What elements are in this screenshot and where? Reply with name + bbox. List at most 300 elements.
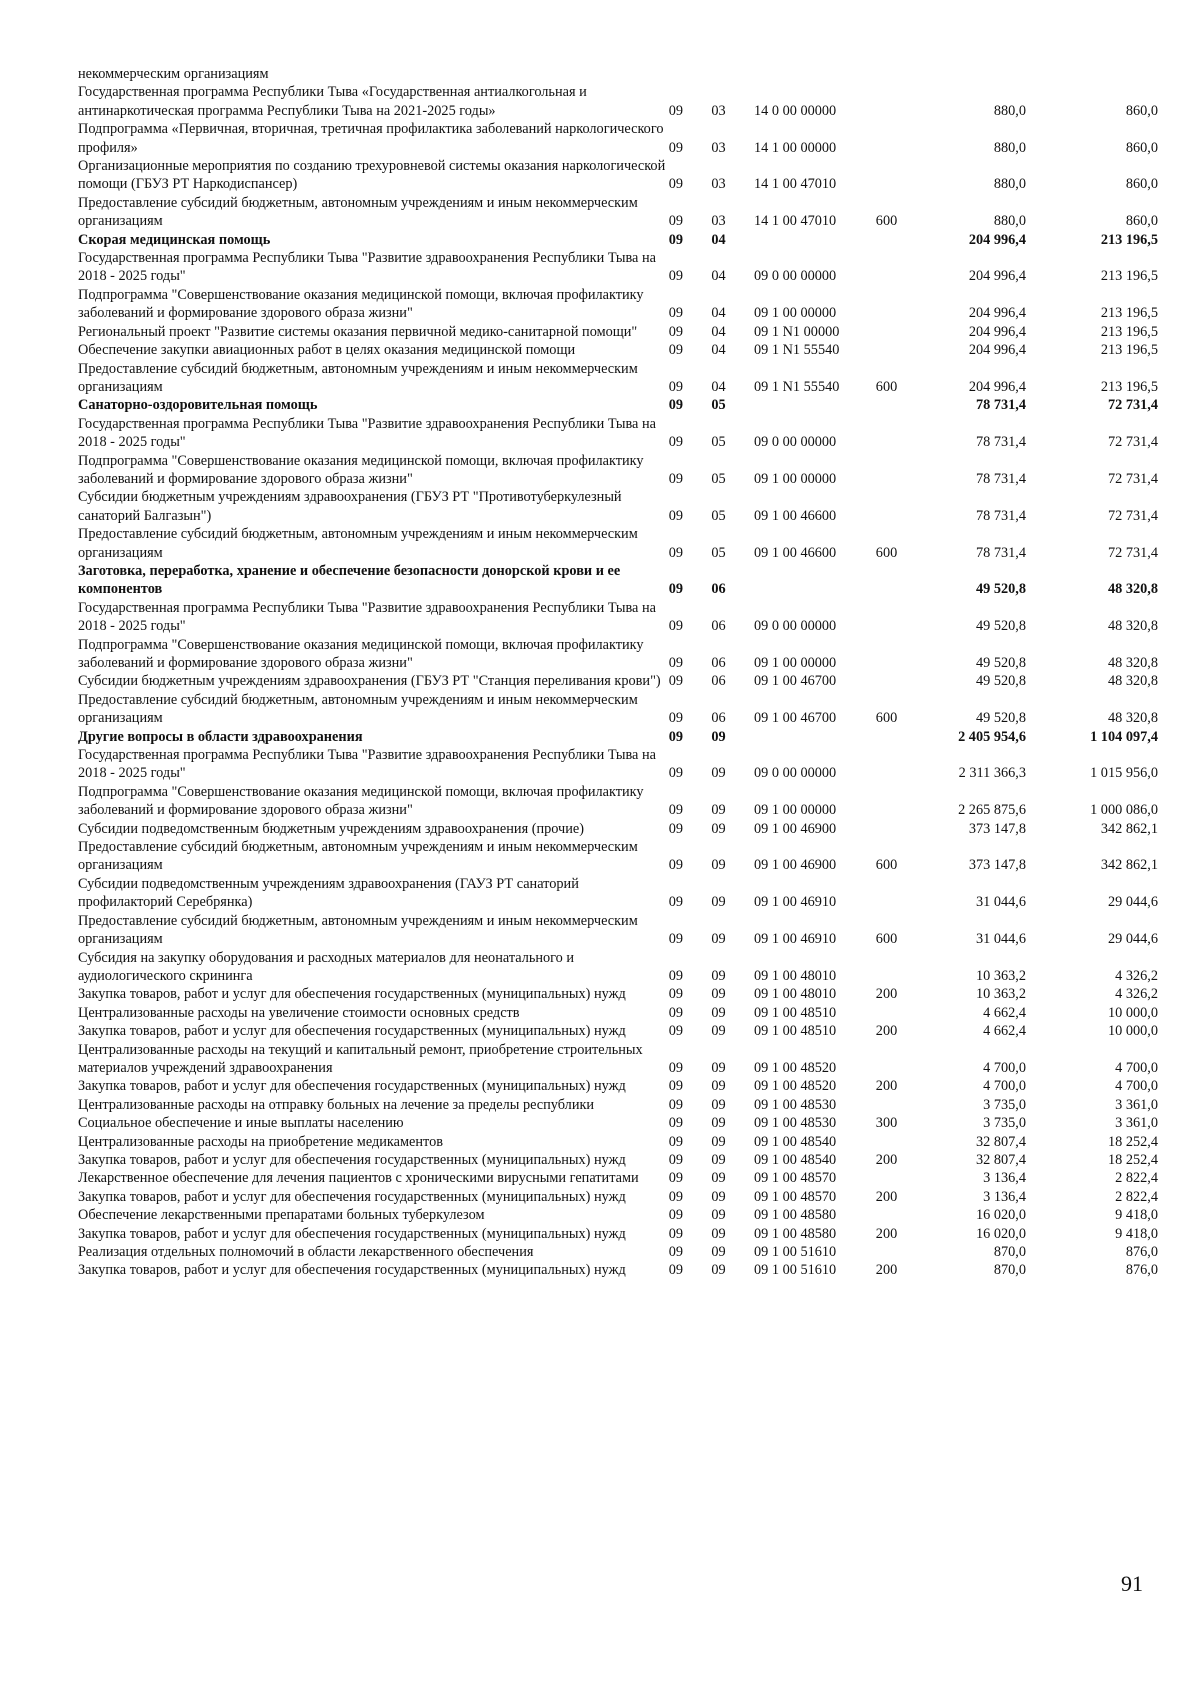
expense-type-code: 600 bbox=[875, 931, 898, 948]
table-row bbox=[78, 323, 1158, 341]
table-row bbox=[78, 83, 1158, 120]
expense-type-code: 200 bbox=[875, 1262, 898, 1279]
table-row bbox=[78, 120, 1158, 157]
item-name: Предоставление субсидий бюджетным, автономным учреждениям и иным некоммерческим организациям bbox=[78, 194, 638, 230]
target-article-code: 09 1 00 46700 bbox=[754, 710, 837, 727]
target-article-code: 09 1 00 48010 bbox=[754, 986, 837, 1003]
amount-year-2: 860,0 bbox=[1125, 213, 1158, 230]
expense-type-code bbox=[876, 728, 917, 746]
item-name: Скорая медицинская помощь bbox=[78, 231, 271, 248]
amount-year-2 bbox=[1026, 65, 1158, 83]
section-code: 09 bbox=[668, 342, 684, 359]
subsection-code: 09 bbox=[711, 1225, 726, 1242]
table-row bbox=[78, 452, 1158, 489]
expense-type-code bbox=[876, 875, 917, 912]
expense-type-code bbox=[876, 415, 917, 452]
amount-year-1: 204 996,4 bbox=[968, 342, 1026, 359]
amount-year-1: 3 735,0 bbox=[983, 1096, 1026, 1113]
subsection-code: 06 bbox=[711, 673, 726, 690]
subsection-code: 03 bbox=[711, 176, 726, 193]
amount-year-2: 213 196,5 bbox=[1100, 268, 1158, 285]
target-article-code: 09 1 00 48510 bbox=[754, 1004, 837, 1021]
target-article-code: 09 1 00 46900 bbox=[754, 857, 837, 874]
amount-year-1: 31 044,6 bbox=[975, 931, 1026, 948]
table-row bbox=[78, 65, 1158, 83]
section-code: 09 bbox=[668, 1262, 684, 1279]
subsection-code: 09 bbox=[711, 802, 726, 819]
subsection-code: 09 bbox=[711, 857, 726, 874]
section-code: 09 bbox=[668, 1059, 684, 1076]
amount-year-1: 870,0 bbox=[993, 1262, 1026, 1279]
subsection-code: 09 bbox=[711, 728, 726, 745]
amount-year-2: 1 104 097,4 bbox=[1090, 728, 1158, 745]
amount-year-2: 213 196,5 bbox=[1100, 305, 1158, 322]
section-code: 09 bbox=[668, 470, 684, 487]
section-code: 09 bbox=[668, 802, 684, 819]
subsection-code: 09 bbox=[711, 1170, 726, 1187]
page-number: 91 bbox=[1121, 1571, 1143, 1596]
amount-year-2: 18 252,4 bbox=[1107, 1151, 1158, 1168]
section-code: 09 bbox=[668, 305, 684, 322]
expense-type-code: 200 bbox=[875, 1188, 898, 1205]
amount-year-1: 49 520,8 bbox=[975, 710, 1026, 727]
item-name: Государственная программа Республики Тыва "Развитие здравоохранения Республики Тыва на 2018 - 2025 годы" bbox=[78, 250, 656, 285]
amount-year-1: 78 731,4 bbox=[975, 470, 1026, 487]
target-article-code: 09 1 N1 55540 bbox=[754, 342, 840, 359]
section-code: 09 bbox=[668, 1004, 684, 1021]
amount-year-2: 4 700,0 bbox=[1115, 1078, 1158, 1095]
target-article-code: 14 1 00 47010 bbox=[754, 176, 837, 193]
expense-type-code bbox=[876, 396, 917, 414]
item-name: Субсидии подведомственным учреждениям здравоохранения (ГАУЗ РТ санаторий профилакторий Серебрянка) bbox=[78, 875, 579, 911]
table-row bbox=[78, 949, 1158, 986]
subsection-code: 04 bbox=[711, 378, 726, 395]
amount-year-1: 78 731,4 bbox=[975, 544, 1026, 561]
amount-year-1: 2 311 366,3 bbox=[958, 765, 1026, 782]
item-name: Организационные мероприятия по созданию трехуровневой системы оказания наркологической помощи (ГБУЗ РТ Наркодиспансер) bbox=[78, 158, 666, 193]
table-row bbox=[78, 1243, 1158, 1261]
section-code: 09 bbox=[668, 507, 684, 524]
subsection-code: 09 bbox=[711, 894, 726, 911]
expense-type-code bbox=[876, 1004, 917, 1022]
item-name: Заготовка, переработка, хранение и обеспечение безопасности донорской крови и ее компонентов bbox=[78, 562, 621, 598]
target-article-code: 14 1 00 47010 bbox=[754, 213, 837, 230]
amount-year-2: 9 418,0 bbox=[1115, 1225, 1158, 1242]
subsection-code: 09 bbox=[711, 1151, 726, 1168]
subsection-code: 03 bbox=[711, 139, 726, 156]
expense-type-code bbox=[876, 1096, 917, 1114]
target-article-code: 09 1 00 46600 bbox=[754, 544, 837, 561]
amount-year-2: 4 326,2 bbox=[1115, 967, 1158, 984]
subsection-code: 09 bbox=[711, 1207, 726, 1224]
table-row bbox=[78, 231, 1158, 249]
amount-year-2: 213 196,5 bbox=[1100, 378, 1158, 395]
section-code: 09 bbox=[668, 323, 684, 340]
expense-type-code bbox=[876, 1133, 917, 1151]
amount-year-2: 342 862,1 bbox=[1100, 820, 1158, 837]
amount-year-1: 78 731,4 bbox=[975, 434, 1026, 451]
target-article-code: 09 1 00 48510 bbox=[754, 1023, 837, 1040]
amount-year-1: 4 662,4 bbox=[983, 1004, 1026, 1021]
amount-year-2: 29 044,6 bbox=[1107, 894, 1158, 911]
amount-year-2: 213 196,5 bbox=[1100, 231, 1158, 248]
subsection-code: 04 bbox=[711, 231, 726, 248]
amount-year-2: 860,0 bbox=[1125, 139, 1158, 156]
table-row bbox=[78, 746, 1158, 783]
item-name: Предоставление субсидий бюджетным, автономным учреждениям и иным некоммерческим организациям bbox=[78, 360, 638, 395]
table-row bbox=[78, 985, 1158, 1003]
item-name: Предоставление субсидий бюджетным, автономным учреждениям и иным некоммерческим организациям bbox=[78, 526, 638, 561]
table-row bbox=[78, 360, 1158, 397]
table-row bbox=[78, 1114, 1158, 1132]
amount-year-1: 4 700,0 bbox=[983, 1059, 1026, 1076]
amount-year-1: 204 996,4 bbox=[968, 268, 1026, 285]
item-name: Закупка товаров, работ и услуг для обеспечения государственных (муниципальных) нужд bbox=[78, 1262, 626, 1279]
target-article-code: 09 1 00 00000 bbox=[754, 655, 837, 671]
section-code: 09 bbox=[668, 213, 684, 230]
item-name: Реализация отдельных полномочий в области лекарственного обеспечения bbox=[78, 1244, 534, 1260]
amount-year-2: 18 252,4 bbox=[1107, 1133, 1158, 1150]
target-article-code: 09 1 00 51610 bbox=[754, 1262, 837, 1279]
expense-type-code bbox=[876, 249, 917, 286]
item-name: Подпрограмма "Совершенствование оказания медицинской помощи, включая профилактику заболеваний и формирование здорового образа жизни" bbox=[78, 636, 644, 671]
amount-year-1: 3 136,4 bbox=[983, 1170, 1026, 1187]
expense-type-code: 200 bbox=[875, 1023, 898, 1040]
amount-year-2: 342 862,1 bbox=[1100, 857, 1158, 874]
amount-year-1: 2 265 875,6 bbox=[958, 802, 1026, 819]
expense-type-code bbox=[876, 1041, 917, 1078]
subsection-code: 09 bbox=[711, 1244, 726, 1260]
target-article-code: 09 1 00 48540 bbox=[754, 1133, 837, 1150]
subsection-code: 05 bbox=[711, 434, 726, 451]
subsection-code: 04 bbox=[711, 305, 726, 322]
amount-year-1: 880,0 bbox=[993, 176, 1026, 193]
table-row bbox=[78, 341, 1158, 359]
subsection-code: 09 bbox=[711, 820, 726, 837]
section-code: 09 bbox=[668, 986, 684, 1003]
expense-type-code bbox=[876, 1206, 917, 1224]
target-article-code: 09 1 00 48010 bbox=[754, 967, 837, 984]
amount-year-1: 204 996,4 bbox=[968, 305, 1026, 322]
section-code: 09 bbox=[668, 102, 684, 119]
section-code: 09 bbox=[668, 1078, 684, 1095]
expense-type-code bbox=[876, 488, 917, 525]
item-name: Подпрограмма «Первичная, вторичная, третичная профилактика заболеваний наркологического профиля» bbox=[78, 121, 664, 156]
table-row bbox=[78, 1096, 1158, 1114]
section-code: 09 bbox=[668, 434, 684, 451]
target-article-code: 09 1 00 46700 bbox=[754, 673, 837, 690]
expense-type-code: 200 bbox=[875, 1225, 898, 1242]
subsection-code: 09 bbox=[711, 1115, 726, 1132]
item-name: Государственная программа Республики Тыва "Развитие здравоохранения Республики Тыва на 2018 - 2025 годы" bbox=[78, 415, 656, 451]
section-code: 09 bbox=[668, 728, 684, 745]
expense-type-code bbox=[876, 452, 917, 489]
amount-year-1: 870,0 bbox=[993, 1244, 1026, 1260]
amount-year-1: 49 520,8 bbox=[975, 655, 1026, 671]
table-row bbox=[78, 599, 1158, 636]
item-name: Обеспечение закупки авиационных работ в целях оказания медицинской помощи bbox=[78, 342, 576, 359]
expense-type-code bbox=[876, 83, 917, 120]
table-row bbox=[78, 691, 1158, 728]
subsection-code: 05 bbox=[711, 544, 726, 561]
item-name: Подпрограмма "Совершенствование оказания медицинской помощи, включая профилактику заболеваний и формирование здорового образа жизни" bbox=[78, 452, 644, 487]
section-code: 09 bbox=[668, 1151, 684, 1168]
amount-year-2: 72 731,4 bbox=[1107, 507, 1158, 524]
target-article-code: 09 1 00 48540 bbox=[754, 1151, 837, 1168]
section-code: 09 bbox=[668, 1170, 684, 1187]
amount-year-2: 9 418,0 bbox=[1115, 1207, 1158, 1224]
amount-year-2: 2 822,4 bbox=[1115, 1170, 1158, 1187]
section-code: 09 bbox=[668, 1188, 684, 1205]
target-article-code: 09 0 00 00000 bbox=[754, 765, 837, 782]
amount-year-1: 373 147,8 bbox=[968, 820, 1026, 837]
section-code: 09 bbox=[668, 967, 684, 984]
subsection-code: 09 bbox=[711, 967, 726, 984]
table-row bbox=[78, 912, 1158, 949]
section-code: 09 bbox=[668, 1023, 684, 1040]
subsection-code: 09 bbox=[711, 1023, 726, 1040]
expense-type-code: 600 bbox=[875, 378, 898, 395]
amount-year-2: 48 320,8 bbox=[1107, 618, 1158, 635]
section-code: 09 bbox=[668, 581, 684, 598]
section-code: 09 bbox=[668, 765, 684, 782]
table-row bbox=[78, 1077, 1158, 1095]
section-code: 09 bbox=[668, 544, 684, 561]
item-name: Предоставление субсидий бюджетным, автономным учреждениям и иным некоммерческим организациям bbox=[78, 912, 638, 948]
subsection-code: 09 bbox=[711, 1059, 726, 1076]
item-name: Социальное обеспечение и иные выплаты населению bbox=[78, 1115, 404, 1132]
table-row bbox=[78, 783, 1158, 820]
table-row bbox=[78, 157, 1158, 194]
subsection-code bbox=[711, 65, 754, 83]
table-row bbox=[78, 636, 1158, 673]
target-article-code: 14 1 00 00000 bbox=[754, 139, 837, 156]
item-name: Централизованные расходы на отправку больных на лечение за пределы республики bbox=[78, 1096, 595, 1113]
amount-year-2: 860,0 bbox=[1125, 176, 1158, 193]
section-code: 09 bbox=[668, 1207, 684, 1224]
expense-type-code bbox=[876, 636, 917, 673]
expense-type-code bbox=[876, 1169, 917, 1187]
amount-year-1: 3 735,0 bbox=[983, 1115, 1026, 1132]
amount-year-2: 860,0 bbox=[1125, 102, 1158, 119]
target-article-code: 09 1 00 48520 bbox=[754, 1078, 837, 1095]
target-article-code bbox=[754, 396, 876, 414]
target-article-code: 09 1 00 46910 bbox=[754, 894, 837, 911]
subsection-code: 09 bbox=[711, 765, 726, 782]
expense-type-code: 200 bbox=[875, 986, 898, 1003]
target-article-code: 09 1 00 48520 bbox=[754, 1059, 837, 1076]
expense-type-code bbox=[876, 120, 917, 157]
expense-type-code bbox=[876, 1243, 917, 1261]
amount-year-2: 4 700,0 bbox=[1115, 1059, 1158, 1076]
expense-type-code: 600 bbox=[875, 857, 898, 874]
subsection-code: 06 bbox=[711, 618, 726, 635]
expense-type-code bbox=[876, 783, 917, 820]
amount-year-1: 78 731,4 bbox=[975, 507, 1026, 524]
subsection-code: 03 bbox=[711, 213, 726, 230]
section-code: 09 bbox=[668, 1115, 684, 1132]
amount-year-1: 4 700,0 bbox=[983, 1078, 1026, 1095]
item-name: Другие вопросы в области здравоохранения bbox=[78, 728, 363, 745]
amount-year-1: 2 405 954,6 bbox=[958, 728, 1026, 745]
target-article-code: 09 1 00 48530 bbox=[754, 1115, 837, 1132]
amount-year-2: 72 731,4 bbox=[1107, 544, 1158, 561]
section-code: 09 bbox=[668, 673, 684, 690]
item-name: Государственная программа Республики Тыва «Государственная антиалкогольная и антинаркотическая программа Республики Тыва на 2021-2025 годы» bbox=[78, 84, 587, 119]
table-row bbox=[78, 1206, 1158, 1224]
item-name: Субсидии бюджетным учреждениям здравоохранения (ГБУЗ РТ "Станция переливания крови") bbox=[78, 673, 661, 690]
target-article-code: 09 1 N1 00000 bbox=[754, 323, 840, 340]
expense-type-code: 200 bbox=[875, 1078, 898, 1095]
target-article-code: 14 0 00 00000 bbox=[754, 102, 837, 119]
item-name: Закупка товаров, работ и услуг для обеспечения государственных (муниципальных) нужд bbox=[78, 1151, 626, 1168]
expense-type-code bbox=[876, 323, 917, 341]
amount-year-1: 49 520,8 bbox=[975, 673, 1026, 690]
table-row bbox=[78, 194, 1158, 231]
table-row bbox=[78, 286, 1158, 323]
section-code: 09 bbox=[668, 139, 684, 156]
expense-type-code: 600 bbox=[875, 544, 898, 561]
target-article-code: 09 1 00 48530 bbox=[754, 1096, 837, 1113]
item-name: Субсидии подведомственным бюджетным учреждениям здравоохранения (прочие) bbox=[78, 820, 585, 837]
subsection-code: 09 bbox=[711, 986, 726, 1003]
expense-type-code: 300 bbox=[875, 1115, 898, 1132]
expense-type-code bbox=[876, 562, 917, 599]
item-name: Централизованные расходы на увеличение стоимости основных средств bbox=[78, 1004, 520, 1021]
amount-year-1: 32 807,4 bbox=[975, 1133, 1026, 1150]
item-name: Региональный проект "Развитие системы оказания первичной медико-санитарной помощи" bbox=[78, 323, 638, 340]
amount-year-1: 3 136,4 bbox=[983, 1188, 1026, 1205]
amount-year-2: 72 731,4 bbox=[1107, 397, 1158, 414]
target-article-code bbox=[754, 562, 876, 599]
section-code: 09 bbox=[668, 655, 684, 671]
amount-year-2: 72 731,4 bbox=[1107, 434, 1158, 451]
target-article-code: 09 1 00 46910 bbox=[754, 931, 837, 948]
section-code: 09 bbox=[668, 378, 684, 395]
section-code: 09 bbox=[668, 1096, 684, 1113]
amount-year-1: 10 363,2 bbox=[975, 967, 1026, 984]
table-row bbox=[78, 1133, 1158, 1151]
item-name: Подпрограмма "Совершенствование оказания медицинской помощи, включая профилактику заболеваний и формирование здорового образа жизни" bbox=[78, 783, 644, 819]
item-name: Закупка товаров, работ и услуг для обеспечения государственных (муниципальных) нужд bbox=[78, 1188, 626, 1205]
subsection-code: 06 bbox=[711, 710, 726, 727]
target-article-code: 09 1 00 00000 bbox=[754, 470, 837, 487]
subsection-code: 09 bbox=[711, 1188, 726, 1205]
item-name: Закупка товаров, работ и услуг для обеспечения государственных (муниципальных) нужд bbox=[78, 986, 626, 1003]
table-row bbox=[78, 820, 1158, 838]
amount-year-1 bbox=[916, 65, 1026, 83]
amount-year-2: 3 361,0 bbox=[1115, 1115, 1158, 1132]
amount-year-2: 1 000 086,0 bbox=[1090, 802, 1158, 819]
amount-year-1: 10 363,2 bbox=[975, 986, 1026, 1003]
amount-year-1: 16 020,0 bbox=[975, 1225, 1026, 1242]
subsection-code: 09 bbox=[711, 1078, 726, 1095]
subsection-code: 06 bbox=[711, 581, 726, 598]
table-row bbox=[78, 1004, 1158, 1022]
target-article-code: 09 0 00 00000 bbox=[754, 434, 837, 451]
subsection-code: 04 bbox=[711, 268, 726, 285]
table-row bbox=[78, 415, 1158, 452]
target-article-code bbox=[754, 65, 876, 83]
table-row bbox=[78, 249, 1158, 286]
section-code: 09 bbox=[668, 820, 684, 837]
item-name: Централизованные расходы на приобретение медикаментов bbox=[78, 1133, 444, 1150]
table-row bbox=[78, 728, 1158, 746]
section-code: 09 bbox=[668, 1133, 684, 1150]
item-name: Государственная программа Республики Тыва "Развитие здравоохранения Республики Тыва на 2018 - 2025 годы" bbox=[78, 747, 656, 782]
target-article-code: 09 1 00 48570 bbox=[754, 1170, 837, 1187]
section-code: 09 bbox=[668, 857, 684, 874]
table-row bbox=[78, 1188, 1158, 1206]
section-code: 09 bbox=[668, 618, 684, 635]
amount-year-1: 204 996,4 bbox=[968, 378, 1026, 395]
item-name: Централизованные расходы на текущий и капитальный ремонт, приобретение строительных материалов учреждений здравоохранения bbox=[78, 1041, 643, 1076]
item-name: Закупка товаров, работ и услуг для обеспечения государственных (муниципальных) нужд bbox=[78, 1225, 626, 1242]
target-article-code: 09 1 00 46600 bbox=[754, 507, 837, 524]
table-row bbox=[78, 1151, 1158, 1169]
table-row bbox=[78, 525, 1158, 562]
table-row bbox=[78, 488, 1158, 525]
subsection-code: 04 bbox=[711, 342, 726, 359]
target-article-code: 09 1 00 00000 bbox=[754, 305, 837, 322]
section-code: 09 bbox=[668, 397, 684, 414]
amount-year-2: 10 000,0 bbox=[1107, 1004, 1158, 1021]
amount-year-2: 10 000,0 bbox=[1107, 1023, 1158, 1040]
table-row bbox=[78, 396, 1158, 414]
subsection-code: 09 bbox=[711, 1262, 726, 1279]
subsection-code: 04 bbox=[711, 323, 726, 340]
expense-type-code bbox=[876, 341, 917, 359]
table-row bbox=[78, 838, 1158, 875]
subsection-code: 03 bbox=[711, 102, 726, 119]
amount-year-1: 880,0 bbox=[993, 102, 1026, 119]
amount-year-2: 876,0 bbox=[1125, 1244, 1158, 1260]
amount-year-1: 4 662,4 bbox=[983, 1023, 1026, 1040]
amount-year-2: 48 320,8 bbox=[1107, 655, 1158, 671]
amount-year-2: 1 015 956,0 bbox=[1090, 765, 1158, 782]
section-code: 09 bbox=[668, 231, 684, 248]
item-name: Государственная программа Республики Тыва "Развитие здравоохранения Республики Тыва на 2018 - 2025 годы" bbox=[78, 599, 656, 635]
amount-year-1: 880,0 bbox=[993, 213, 1026, 230]
expense-type-code bbox=[876, 231, 917, 249]
subsection-code: 06 bbox=[711, 655, 726, 671]
amount-year-1: 880,0 bbox=[993, 139, 1026, 156]
expense-type-code bbox=[876, 157, 917, 194]
table-row bbox=[78, 562, 1158, 599]
expense-type-code bbox=[876, 286, 917, 323]
amount-year-1: 31 044,6 bbox=[975, 894, 1026, 911]
amount-year-2: 3 361,0 bbox=[1115, 1096, 1158, 1113]
target-article-code: 09 1 00 46900 bbox=[754, 820, 837, 837]
item-name: Лекарственное обеспечение для лечения пациентов с хроническими вирусными гепатитами bbox=[78, 1170, 639, 1187]
section-code: 09 bbox=[668, 176, 684, 193]
section-code: 09 bbox=[668, 1244, 684, 1260]
expense-type-code bbox=[876, 746, 917, 783]
expense-type-code: 200 bbox=[875, 1151, 898, 1168]
table-row bbox=[78, 1225, 1158, 1243]
table-row bbox=[78, 875, 1158, 912]
amount-year-1: 204 996,4 bbox=[968, 231, 1026, 248]
target-article-code: 09 1 N1 55540 bbox=[754, 378, 840, 395]
item-name: Закупка товаров, работ и услуг для обеспечения государственных (муниципальных) нужд bbox=[78, 1023, 626, 1040]
item-name: Санаторно-оздоровительная помощь bbox=[78, 397, 318, 414]
subsection-code: 09 bbox=[711, 1133, 726, 1150]
table-row bbox=[78, 672, 1158, 690]
budget-table bbox=[78, 65, 1158, 1280]
amount-year-1: 32 807,4 bbox=[975, 1151, 1026, 1168]
item-name: Субсидия на закупку оборудования и расходных материалов для неонатального и аудиологического скрининга bbox=[78, 949, 575, 984]
target-article-code: 09 1 00 48580 bbox=[754, 1225, 837, 1242]
